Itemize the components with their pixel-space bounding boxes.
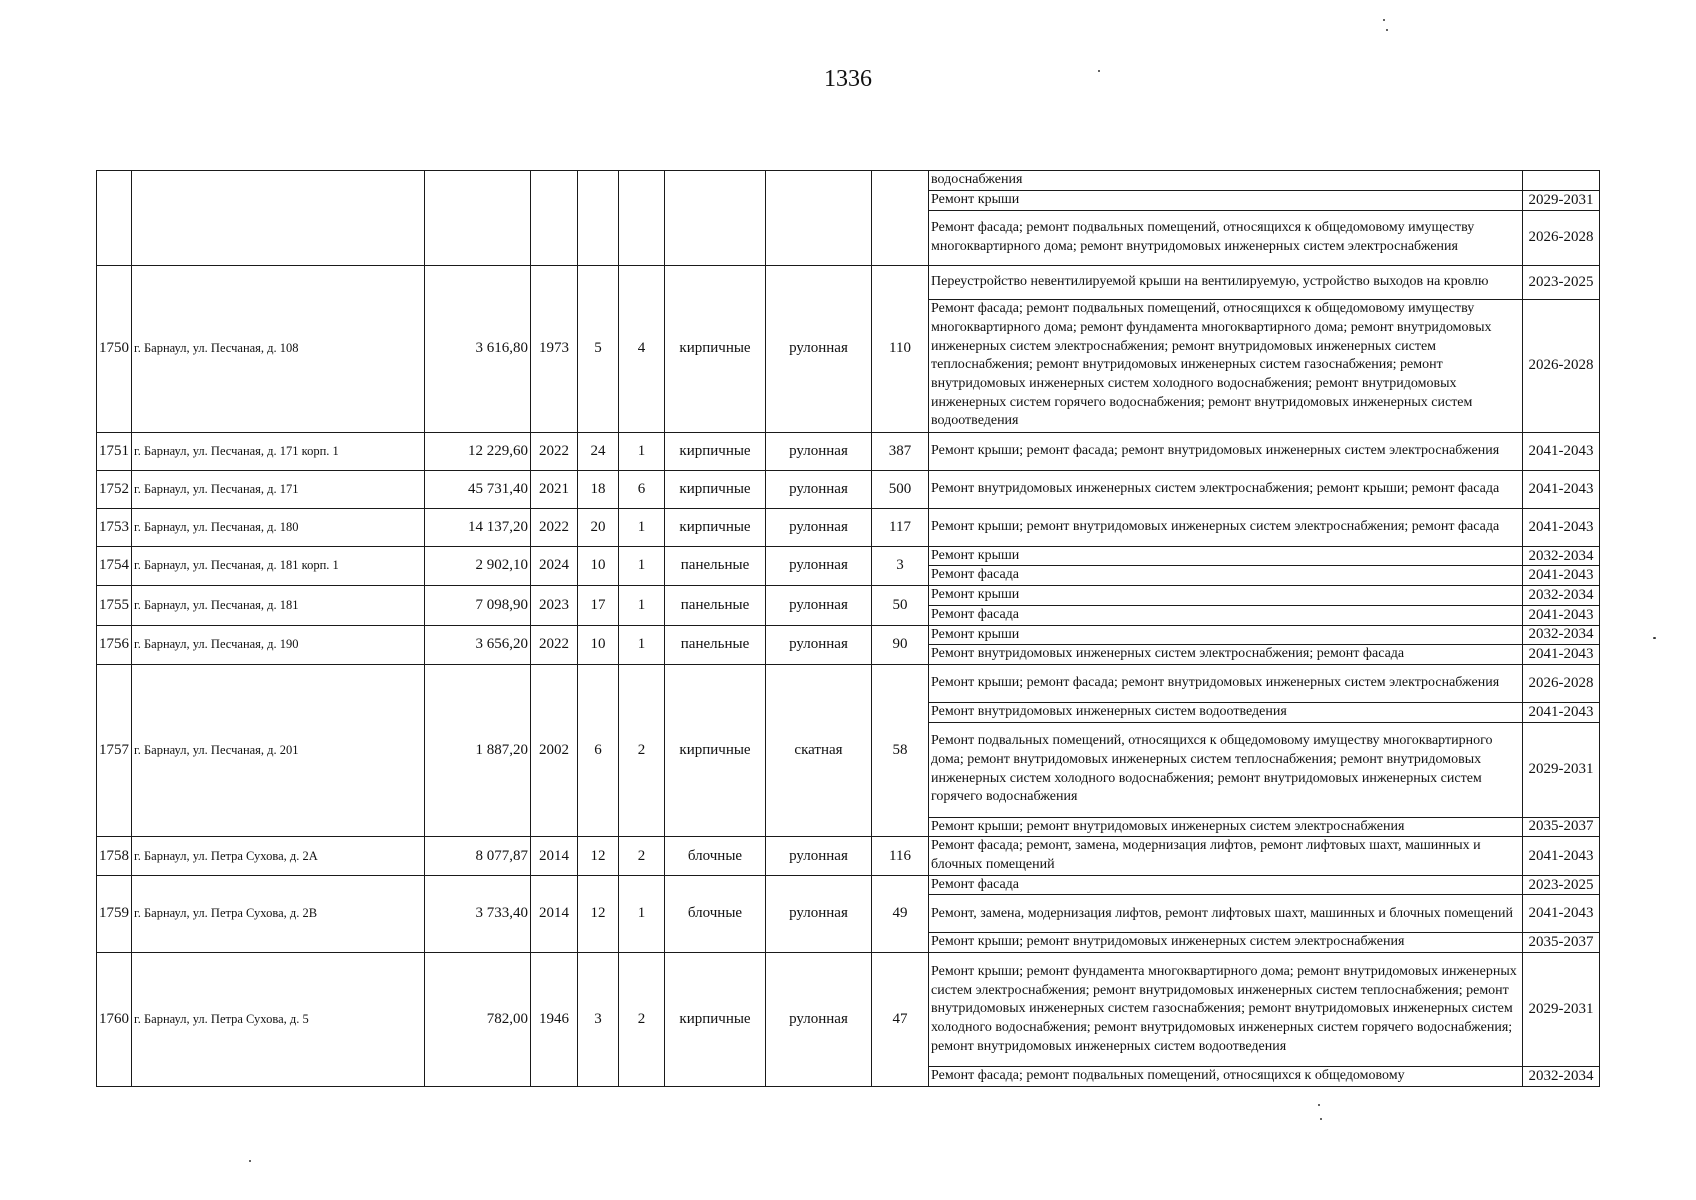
floors-cell: 18: [578, 470, 619, 508]
address-cell: г. Барнаул, ул. Песчаная, д. 190: [132, 625, 425, 664]
floors-cell: 5: [578, 265, 619, 432]
roof-cell: рулонная: [766, 265, 872, 432]
scan-speck: [1386, 29, 1388, 31]
year-cell: 2021: [531, 470, 578, 508]
year-cell: 2014: [531, 875, 578, 952]
year-cell: 2002: [531, 664, 578, 836]
year-cell: 2022: [531, 625, 578, 664]
row-number-cell: 1757: [97, 664, 132, 836]
area-cell: 3 616,80: [425, 265, 531, 432]
period-cell: 2023-2025: [1523, 265, 1600, 299]
scan-speck: [1320, 1118, 1322, 1120]
year-cell: 2014: [531, 837, 578, 875]
work-cell: Ремонт крыши; ремонт фундамента многоквартирного дома; ремонт внутридомовых инженерных систем электроснабжения; ремонт внутридомовых инженерных систем теплоснабжения; ремонт внутридомовых инженерных систем газоснабжения; ремонт внутридомовых инженерных систем холодного водоснабжения; ремонт внутридомовых инженерных систем горячего водоснабжения; ремонт внутридомовых инженерных систем водоотведения: [929, 953, 1523, 1067]
entrances-cell: 2: [619, 953, 665, 1087]
walls-cell: кирпичные: [665, 664, 766, 836]
year-cell: 2022: [531, 508, 578, 546]
work-cell: Ремонт крыши; ремонт внутридомовых инженерных систем электроснабжения: [929, 933, 1523, 953]
period-cell: 2041-2043: [1523, 508, 1600, 546]
table-row: [97, 953, 1600, 1067]
work-cell: Ремонт фасада: [929, 566, 1523, 586]
address-cell: г. Барнаул, ул. Песчаная, д. 108: [132, 265, 425, 432]
period-cell: 2041-2043: [1523, 605, 1600, 625]
address-cell: г. Барнаул, ул. Песчаная, д. 171: [132, 470, 425, 508]
table-row: [97, 875, 1600, 895]
address-cell: г. Барнаул, ул. Петра Сухова, д. 2А: [132, 837, 425, 875]
area-cell: 12 229,60: [425, 432, 531, 470]
address-cell: г. Барнаул, ул. Песчаная, д. 180: [132, 508, 425, 546]
roof-cell: рулонная: [766, 953, 872, 1087]
work-cell: Ремонт, замена, модернизация лифтов, ремонт лифтовых шахт, машинных и блочных помещений: [929, 895, 1523, 933]
table-row: [97, 586, 1600, 606]
scan-speck: [1098, 70, 1100, 72]
period-cell: 2041-2043: [1523, 470, 1600, 508]
roof-cell: рулонная: [766, 432, 872, 470]
table-row: [97, 625, 1600, 645]
period-cell: 2041-2043: [1523, 702, 1600, 722]
work-cell: Ремонт крыши: [929, 190, 1523, 210]
page-number: 1336: [824, 66, 872, 92]
area-cell: 45 731,40: [425, 470, 531, 508]
period-cell: 2032-2034: [1523, 586, 1600, 606]
roof-cell: рулонная: [766, 837, 872, 875]
year-cell: 1946: [531, 953, 578, 1087]
num-cell: [97, 171, 132, 266]
area-cell: 3 733,40: [425, 875, 531, 952]
row-number-cell: 1755: [97, 586, 132, 625]
row-number-cell: 1754: [97, 546, 132, 585]
walls-cell: кирпичные: [665, 470, 766, 508]
area-cell: 2 902,10: [425, 546, 531, 585]
period-cell: 2029-2031: [1523, 190, 1600, 210]
walls-cell: панельные: [665, 625, 766, 664]
work-cell: Ремонт крыши: [929, 625, 1523, 645]
work-cell: Ремонт крыши; ремонт фасада; ремонт внутридомовых инженерных систем электроснабжения: [929, 432, 1523, 470]
scan-speck: [1318, 1104, 1320, 1106]
row-number-cell: 1752: [97, 470, 132, 508]
period-cell: 2029-2031: [1523, 722, 1600, 817]
work-cell: Ремонт фасада; ремонт подвальных помещений, относящихся к общедомовому имуществу многоквартирного дома; ремонт внутридомовых инженерных систем электроснабжения: [929, 210, 1523, 265]
work-cell: Ремонт фасада; ремонт подвальных помещений, относящихся к общедомовому: [929, 1067, 1523, 1087]
entrances-cell: 1: [619, 586, 665, 625]
row-number-cell: 1750: [97, 265, 132, 432]
floors-cell: 10: [578, 625, 619, 664]
table-body: [97, 171, 1600, 1087]
roof-cell: рулонная: [766, 508, 872, 546]
address-cell: [132, 171, 425, 266]
entrances-cell: 1: [619, 875, 665, 952]
area-cell: [425, 171, 531, 266]
period-cell: 2035-2037: [1523, 933, 1600, 953]
period-cell: [1523, 171, 1600, 191]
work-cell: Ремонт фасада: [929, 605, 1523, 625]
walls-cell: кирпичные: [665, 508, 766, 546]
work-cell: Ремонт фасада: [929, 875, 1523, 895]
residents-cell: [872, 171, 929, 266]
floors-cell: 12: [578, 837, 619, 875]
entrances-cell: [619, 171, 665, 266]
period-cell: 2035-2037: [1523, 817, 1600, 837]
walls-cell: кирпичные: [665, 432, 766, 470]
residents-cell: 49: [872, 875, 929, 952]
period-cell: 2026-2028: [1523, 299, 1600, 432]
period-cell: 2026-2028: [1523, 664, 1600, 702]
floors-cell: 6: [578, 664, 619, 836]
year-cell: [531, 171, 578, 266]
floors-cell: 20: [578, 508, 619, 546]
residents-cell: 47: [872, 953, 929, 1087]
capital-repair-table: [96, 170, 1600, 1087]
scan-speck: [249, 1160, 251, 1162]
entrances-cell: 4: [619, 265, 665, 432]
period-cell: 2041-2043: [1523, 432, 1600, 470]
roof-cell: скатная: [766, 664, 872, 836]
walls-cell: панельные: [665, 546, 766, 585]
floors-cell: 24: [578, 432, 619, 470]
row-number-cell: 1760: [97, 953, 132, 1087]
area-cell: 782,00: [425, 953, 531, 1087]
address-cell: г. Барнаул, ул. Песчаная, д. 201: [132, 664, 425, 836]
area-cell: 7 098,90: [425, 586, 531, 625]
address-cell: г. Барнаул, ул. Песчаная, д. 181 корп. 1: [132, 546, 425, 585]
year-cell: 2022: [531, 432, 578, 470]
walls-cell: кирпичные: [665, 953, 766, 1087]
work-cell: Ремонт внутридомовых инженерных систем электроснабжения; ремонт крыши; ремонт фасада: [929, 470, 1523, 508]
row-number-cell: 1753: [97, 508, 132, 546]
residents-cell: 387: [872, 432, 929, 470]
roof-cell: [766, 171, 872, 266]
area-cell: 8 077,87: [425, 837, 531, 875]
table-row: [97, 508, 1600, 546]
roof-cell: рулонная: [766, 470, 872, 508]
entrances-cell: 2: [619, 664, 665, 836]
work-cell: Ремонт крыши; ремонт фасада; ремонт внутридомовых инженерных систем электроснабжения: [929, 664, 1523, 702]
work-cell: Ремонт фасада; ремонт, замена, модернизация лифтов, ремонт лифтовых шахт, машинных и блочных помещений: [929, 837, 1523, 875]
scan-speck: [1383, 19, 1385, 21]
work-cell: Ремонт крыши: [929, 586, 1523, 606]
year-cell: 1973: [531, 265, 578, 432]
residents-cell: 3: [872, 546, 929, 585]
floors-cell: 12: [578, 875, 619, 952]
residents-cell: 500: [872, 470, 929, 508]
floors-cell: 10: [578, 546, 619, 585]
entrances-cell: 1: [619, 508, 665, 546]
entrances-cell: 2: [619, 837, 665, 875]
work-cell: Переустройство невентилируемой крыши на вентилируемую, устройство выходов на кровлю: [929, 265, 1523, 299]
work-cell: Ремонт внутридомовых инженерных систем водоотведения: [929, 702, 1523, 722]
area-cell: 1 887,20: [425, 664, 531, 836]
area-cell: 3 656,20: [425, 625, 531, 664]
year-cell: 2024: [531, 546, 578, 585]
floors-cell: [578, 171, 619, 266]
residents-cell: 90: [872, 625, 929, 664]
roof-cell: рулонная: [766, 586, 872, 625]
floors-cell: 3: [578, 953, 619, 1087]
scan-speck: [1653, 637, 1656, 639]
residents-cell: 110: [872, 265, 929, 432]
area-cell: 14 137,20: [425, 508, 531, 546]
table-row: [97, 171, 1600, 191]
row-number-cell: 1751: [97, 432, 132, 470]
period-cell: 2041-2043: [1523, 566, 1600, 586]
residents-cell: 50: [872, 586, 929, 625]
work-cell: Ремонт подвальных помещений, относящихся к общедомовому имуществу многоквартирного дома; ремонт внутридомовых инженерных систем теплоснабжения; ремонт внутридомовых инженерных систем холодного водоснабжения; ремонт внутридомовых инженерных систем горячего водоснабжения: [929, 722, 1523, 817]
period-cell: 2041-2043: [1523, 895, 1600, 933]
row-number-cell: 1756: [97, 625, 132, 664]
table-row: [97, 664, 1600, 702]
row-number-cell: 1759: [97, 875, 132, 952]
period-cell: 2041-2043: [1523, 645, 1600, 665]
address-cell: г. Барнаул, ул. Песчаная, д. 171 корп. 1: [132, 432, 425, 470]
period-cell: 2032-2034: [1523, 546, 1600, 566]
period-cell: 2029-2031: [1523, 953, 1600, 1067]
address-cell: г. Барнаул, ул. Петра Сухова, д. 5: [132, 953, 425, 1087]
period-cell: 2026-2028: [1523, 210, 1600, 265]
walls-cell: блочные: [665, 875, 766, 952]
walls-cell: панельные: [665, 586, 766, 625]
walls-cell: [665, 171, 766, 266]
entrances-cell: 6: [619, 470, 665, 508]
table-row: [97, 470, 1600, 508]
work-cell: Ремонт фасада; ремонт подвальных помещений, относящихся к общедомовому имуществу многоквартирного дома; ремонт фундамента многоквартирного дома; ремонт внутридомовых инженерных систем электроснабжения; ремонт внутридомовых инженерных систем теплоснабжения; ремонт внутридомовых инженерных систем газоснабжения; ремонт внутридомовых инженерных систем холодного водоснабжения; ремонт внутридомовых инженерных систем горячего водоснабжения; ремонт внутридомовых инженерных систем водоотведения: [929, 299, 1523, 432]
roof-cell: рулонная: [766, 546, 872, 585]
address-cell: г. Барнаул, ул. Петра Сухова, д. 2В: [132, 875, 425, 952]
residents-cell: 117: [872, 508, 929, 546]
work-cell: Ремонт крыши: [929, 546, 1523, 566]
table-row: [97, 546, 1600, 566]
entrances-cell: 1: [619, 546, 665, 585]
period-cell: 2023-2025: [1523, 875, 1600, 895]
period-cell: 2032-2034: [1523, 1067, 1600, 1087]
floors-cell: 17: [578, 586, 619, 625]
residents-cell: 58: [872, 664, 929, 836]
entrances-cell: 1: [619, 625, 665, 664]
table-row: [97, 265, 1600, 299]
address-cell: г. Барнаул, ул. Песчаная, д. 181: [132, 586, 425, 625]
entrances-cell: 1: [619, 432, 665, 470]
walls-cell: блочные: [665, 837, 766, 875]
work-cell: Ремонт крыши; ремонт внутридомовых инженерных систем электроснабжения: [929, 817, 1523, 837]
work-cell: Ремонт крыши; ремонт внутридомовых инженерных систем электроснабжения; ремонт фасада: [929, 508, 1523, 546]
row-number-cell: 1758: [97, 837, 132, 875]
year-cell: 2023: [531, 586, 578, 625]
roof-cell: рулонная: [766, 875, 872, 952]
period-cell: 2032-2034: [1523, 625, 1600, 645]
work-cell: водоснабжения: [929, 171, 1523, 191]
table-row: [97, 837, 1600, 875]
period-cell: 2041-2043: [1523, 837, 1600, 875]
walls-cell: кирпичные: [665, 265, 766, 432]
work-cell: Ремонт внутридомовых инженерных систем электроснабжения; ремонт фасада: [929, 645, 1523, 665]
residents-cell: 116: [872, 837, 929, 875]
roof-cell: рулонная: [766, 625, 872, 664]
table-row: [97, 432, 1600, 470]
